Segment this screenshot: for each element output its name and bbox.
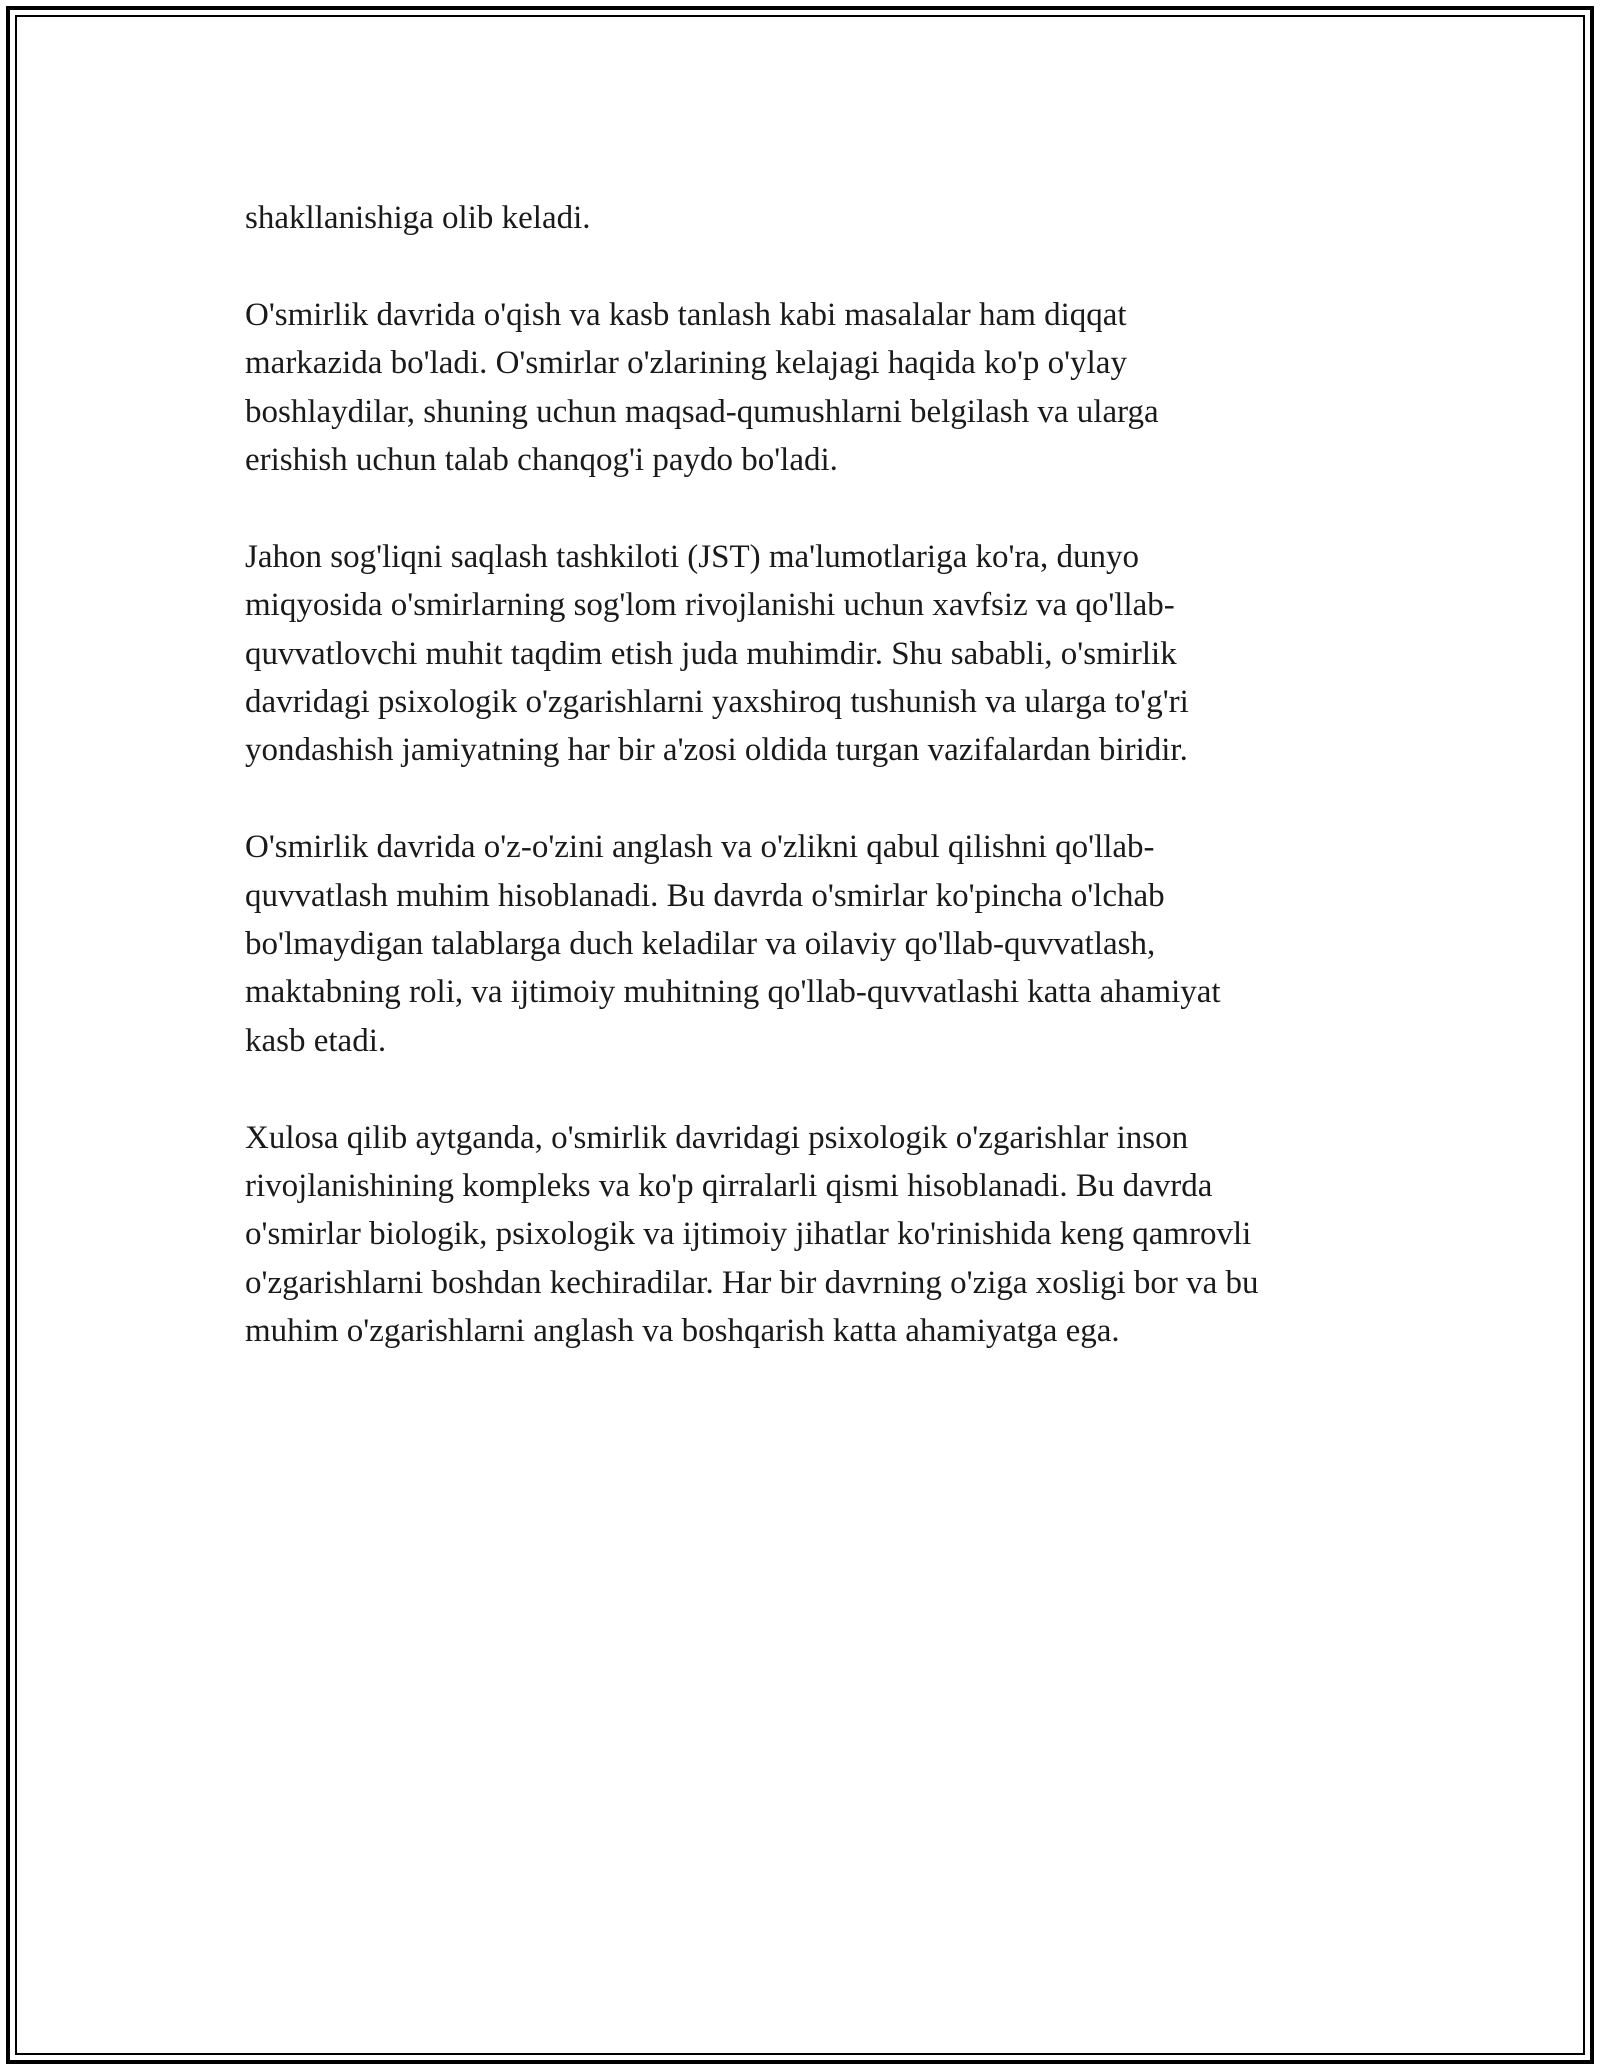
document-body [245, 194, 1385, 1356]
paragraph-education-career: O'smirlik davrida o'qish va kasb tanlash kabi masalalar ham diqqat markazida bo'ladi. O'smirlar o'zlarining kelajagi haqida ko'p o'ylay boshlaydilar, shuning uchun maqsad-qumushlarni belgilash va ularga erishish uchun talab chanqog'i paydo bo'ladi. [245, 296, 1159, 479]
paragraph-self-awareness: O'smirlik davrida o'z-o'zini anglash va o'zlikni qabul qilishni qo'llab- quvvatlash muhim hisoblanadi. Bu davrda o'smirlar ko'pincha o'lchab bo'lmaydigan talablarga duch keladilar va oilaviy qo'llab-quvvatlash, maktabning roli, va ijtimoiy muhitning qo'llab-quvvatlashi katta ahamiyat kasb etadi. [245, 829, 1221, 1059]
page-frame [6, 6, 1594, 2064]
paragraph-continuation: shakllanishiga olib keladi. [245, 200, 591, 236]
paragraph-who-data: Jahon sog'liqni saqlash tashkiloti (JST) ma'lumotlariga ko'ra, dunyo miqyosida o'smirlarning sog'lom rivojlanishi uchun xavfsiz va qo'llab- quvvatlovchi muhit taqdim etish juda muhimdir. Shu sababli, o'smirlik davridagi psixologik o'zgarishlarni yaxshiroq tushunish va ularga to'g'ri yondashish jamiyatning har bir a'zosi oldida turgan vazifalardan biridir. [245, 538, 1189, 769]
paragraph-conclusion: Xulosa qilib aytganda, o'smirlik davridagi psixologik o'zgarishlar inson rivojlanishining kompleks va ko'p qirralarli qismi hisoblanadi. Bu davrda o'smirlar biologik, psixologik va ijtimoiy jihatlar ko'rinishida keng qamrovli o'zgarishlarni boshdan kechiradilar. Har bir davrning o'ziga xosligi bor va bu muhim o'zgarishlarni anglash va boshqarish katta ahamiyatga ega. [245, 1119, 1259, 1350]
